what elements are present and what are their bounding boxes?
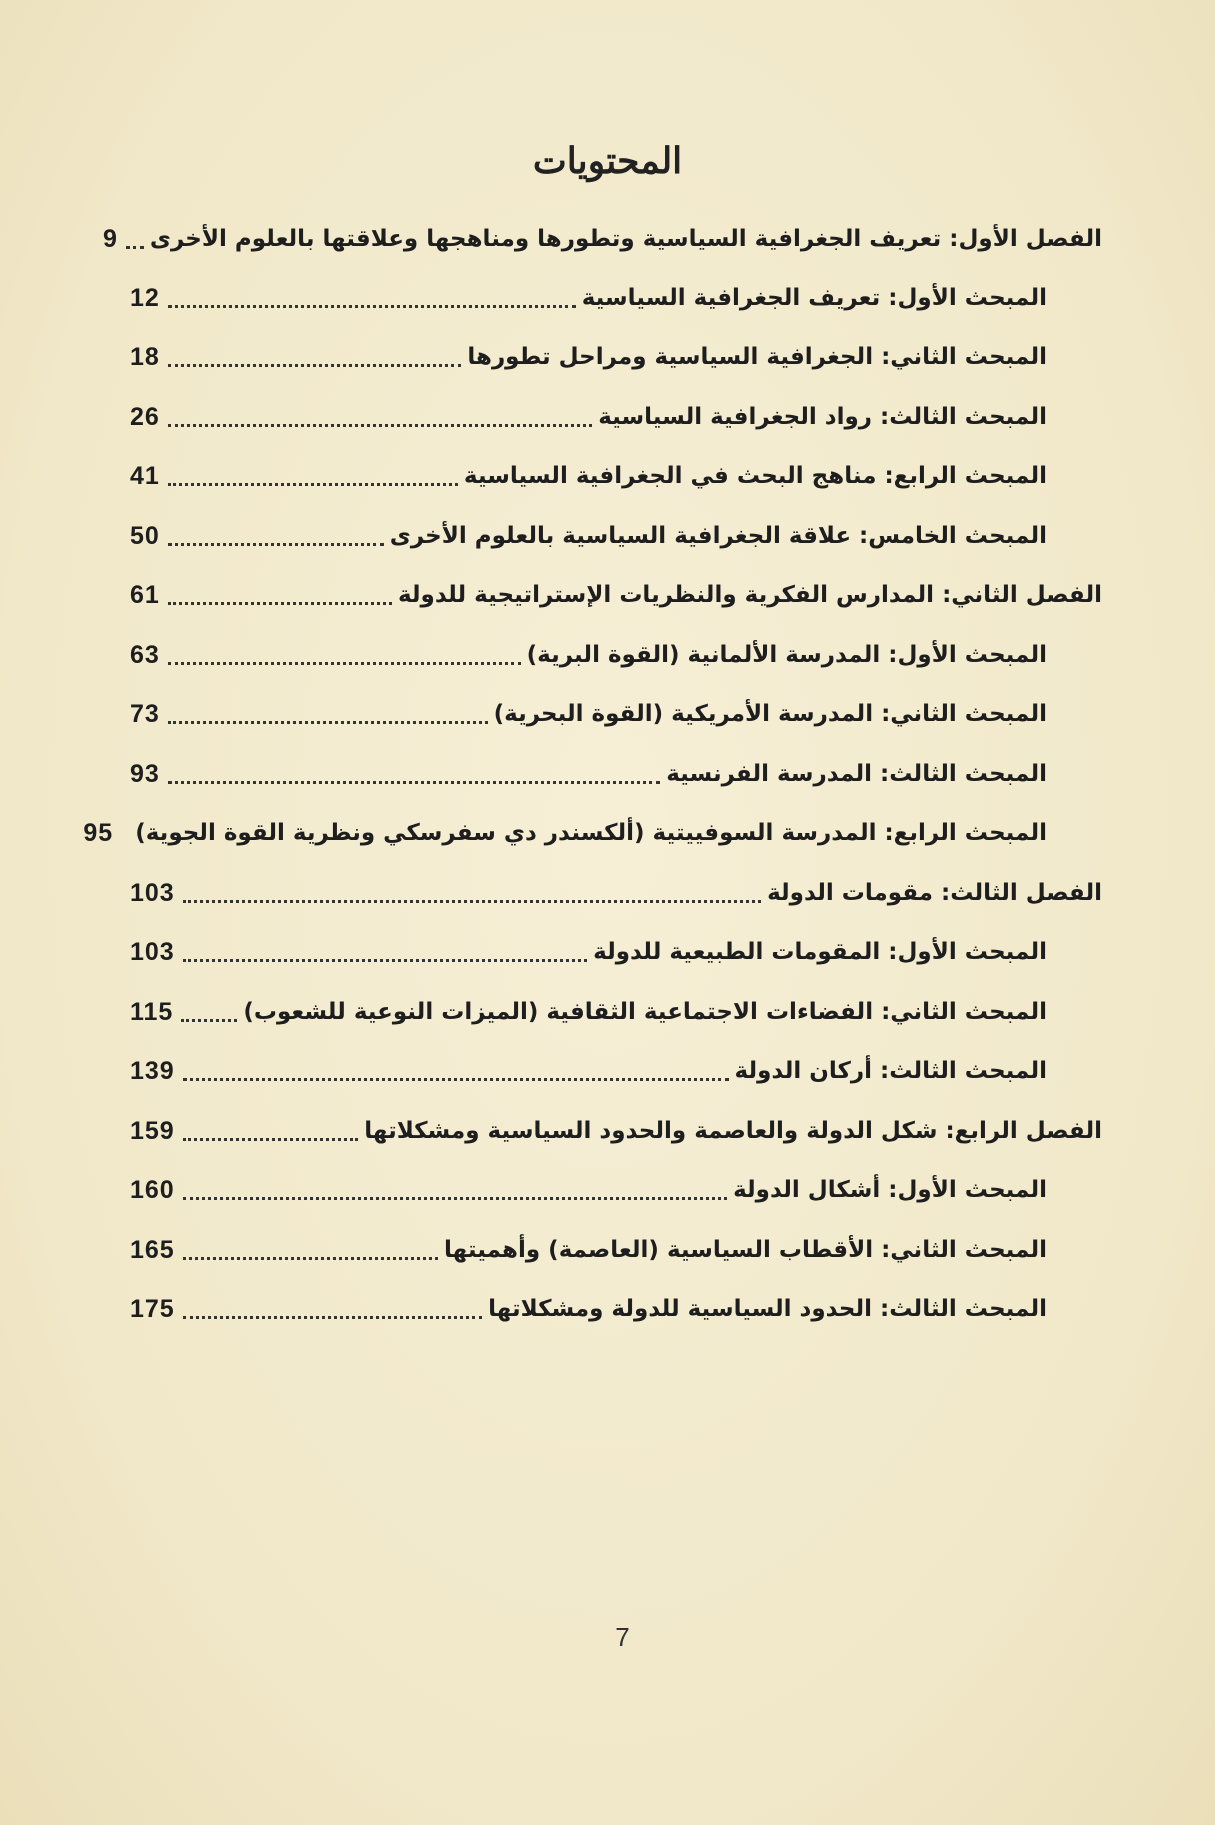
toc-entry-section: [83, 808, 1047, 858]
toc-entry-chapter: [130, 868, 1102, 918]
toc-entry-chapter: [103, 214, 1102, 264]
toc-entry-page: 175: [130, 1294, 175, 1323]
toc-entry-page: 18: [130, 342, 160, 371]
toc-entry-section: [130, 1225, 1047, 1275]
toc-entry-label: المبحث الثاني: المدرسة الأمريكية (القوة البحرية): [493, 701, 1047, 727]
toc-entry-page: 73: [130, 699, 160, 728]
toc-entry-page: 159: [130, 1116, 175, 1145]
toc-entry-section: [130, 1165, 1047, 1215]
toc-entry-label: الفصل الثالث: مقومات الدولة: [767, 880, 1102, 906]
toc-entry-page: 9: [103, 224, 118, 253]
toc-entry-section: [130, 689, 1047, 739]
toc-entry-label: المبحث الثاني: الجغرافية السياسية ومراحل تطورها: [467, 344, 1047, 370]
toc-entry-label: المبحث الثالث: رواد الجغرافية السياسية: [598, 404, 1047, 430]
toc-entry-label: المبحث الثاني: الأقطاب السياسية (العاصمة) وأهميتها: [444, 1237, 1047, 1263]
table-of-contents: [0, 224, 1215, 1568]
toc-entry-section: [130, 451, 1047, 501]
toc-entry-label: الفصل الأول: تعريف الجغرافية السياسية وتطورها ومناهجها وعلاقتها بالعلوم الأخرى: [149, 226, 1102, 252]
dot-leader: [126, 246, 144, 249]
toc-entry-section: [130, 273, 1047, 323]
toc-entry-page: 103: [130, 937, 175, 966]
dot-leader: [181, 1019, 237, 1022]
toc-entry-page: 160: [130, 1175, 175, 1204]
toc-entry-section: [130, 1046, 1047, 1096]
toc-entry-chapter: [130, 1106, 1102, 1156]
toc-entry-label: المبحث الثاني: الفضاءات الاجتماعية الثقافية (الميزات النوعية للشعوب): [243, 999, 1047, 1025]
toc-entry-section: [130, 392, 1047, 442]
dot-leader: [168, 364, 462, 367]
toc-entry-section: [130, 749, 1047, 799]
toc-entry-page: 139: [130, 1056, 175, 1085]
dot-leader: [168, 662, 521, 665]
toc-entry-section: [130, 927, 1047, 977]
page-number: 7: [615, 1622, 630, 1652]
toc-entry-section: [130, 511, 1047, 561]
dot-leader: [183, 1197, 727, 1200]
toc-entry-label: المبحث الأول: المقومات الطبيعية للدولة: [593, 939, 1047, 965]
toc-entry-page: 50: [130, 521, 160, 550]
toc-entry-label: الفصل الرابع: شكل الدولة والعاصمة والحدود السياسية ومشكلاتها: [364, 1118, 1102, 1144]
toc-entry-label: الفصل الثاني: المدارس الفكرية والنظريات الإستراتيجية للدولة: [397, 582, 1102, 608]
toc-entry-label: المبحث الثالث: المدرسة الفرنسية: [666, 761, 1047, 787]
toc-entry-chapter: [130, 570, 1102, 620]
toc-entry-page: 61: [130, 580, 160, 609]
dot-leader: [183, 1078, 729, 1081]
toc-entry-page: 41: [130, 461, 160, 490]
toc-entry-page: 95: [83, 818, 114, 847]
toc-entry-section: [130, 332, 1047, 382]
dot-leader: [168, 602, 392, 605]
dot-leader: [183, 959, 587, 962]
dot-leader: [183, 1257, 438, 1260]
page-title: المحتويات: [532, 140, 683, 182]
dot-leader: [183, 1316, 482, 1319]
toc-entry-page: 12: [130, 283, 160, 312]
toc-entry-label: المبحث الخامس: علاقة الجغرافية السياسية بالعلوم الأخرى: [389, 523, 1047, 549]
toc-entry-section: [130, 630, 1047, 680]
toc-entry-label: المبحث الثالث: الحدود السياسية للدولة ومشكلاتها: [488, 1296, 1047, 1322]
toc-entry-section: [130, 987, 1047, 1037]
dot-leader: [183, 900, 761, 903]
dot-leader: [168, 483, 458, 486]
dot-leader: [183, 1138, 359, 1141]
toc-entry-page: 63: [130, 640, 160, 669]
toc-entry-page: 165: [130, 1235, 175, 1264]
toc-entry-page: 26: [130, 402, 160, 431]
dot-leader: [168, 543, 384, 546]
toc-entry-label: المبحث الأول: أشكال الدولة: [733, 1177, 1047, 1203]
dot-leader: [168, 305, 576, 308]
toc-entry-page: 103: [130, 878, 175, 907]
dot-leader: [168, 424, 592, 427]
toc-entry-label: المبحث الرابع: مناهج البحث في الجغرافية السياسية: [463, 463, 1047, 489]
toc-entry-label: المبحث الأول: تعريف الجغرافية السياسية: [581, 285, 1047, 311]
dot-leader: [168, 781, 660, 784]
toc-entry-section: [130, 1284, 1047, 1334]
toc-entry-label: المبحث الأول: المدرسة الألمانية (القوة البرية): [526, 642, 1047, 668]
toc-entry-page: 115: [130, 997, 174, 1026]
dot-leader: [168, 721, 488, 724]
toc-entry-label: المبحث الرابع: المدرسة السوفييتية (ألكسندر دي سفرسكي ونظرية القوة الجوية): [135, 820, 1047, 846]
toc-entry-page: 93: [130, 759, 160, 788]
toc-entry-label: المبحث الثالث: أركان الدولة: [734, 1058, 1047, 1084]
